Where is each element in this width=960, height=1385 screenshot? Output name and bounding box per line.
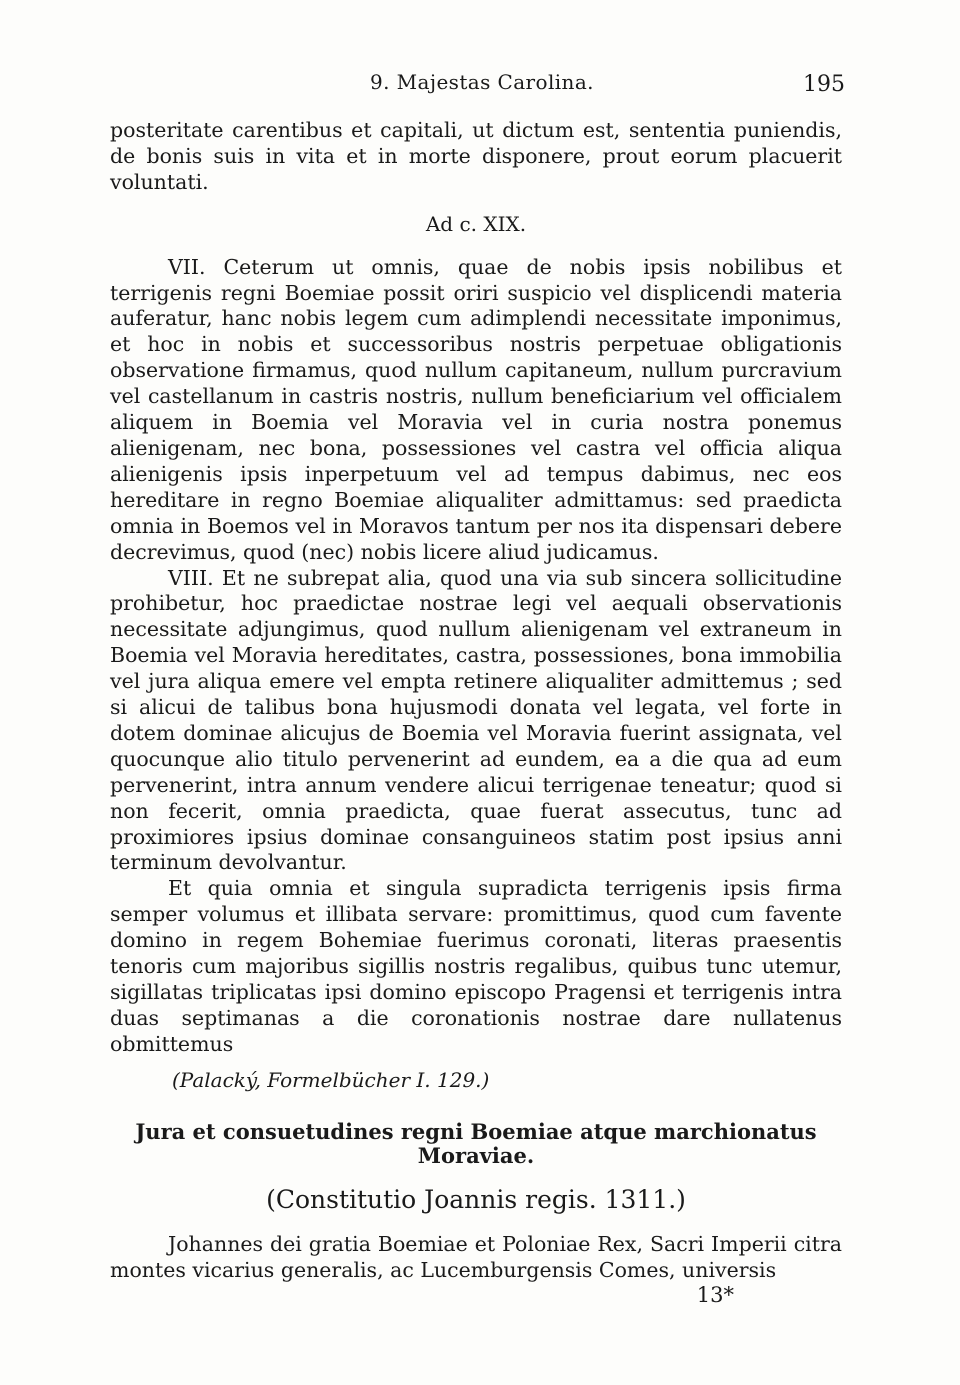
chapter-subheading: Ad c. XIX. <box>425 211 527 236</box>
paragraph-vii: VII. Ceterum ut omnis, quae de nobis ipsis nobilibus et terrigenis regni Boemiae possit oriri suspicio vel displicendi materia auferatur, hanc nobis legem cum adimplendi necessitate imponimus, et hoc in nobis et successoribus nostris perpetuae obligationis observatione firmamus, quod nullum capitaneum, nullum purcravium vel castellanum in castris nostris, nullum beneficiarium vel officialem aliquem in Boemia vel Moravia vel in curia nostra ponemus alienigenam, nec bona, possessiones vel castra vel officia aliqua alienigenis ipsis inperpetuum vel ad tempus dabimus, nec eos hereditare in regno Boemiae aliqualiter admittamus: sed praedicta omnia in Boemos vel in Moravos tantum per nos ita dispensari debere decrevimus, quod (nec) nobis licere aliud judicamus. <box>110 254 842 564</box>
intro-paragraph: posteritate carentibus et capitali, ut dictum est, sententia puniendis, de bonis suis in vita et in morte disponere, prout eorum placuerit voluntati. <box>110 118 842 194</box>
signature-mark: 13* <box>696 1283 734 1308</box>
closing-paragraph: Et quia omnia et singula supradicta terrigenis ipsis firma semper volumus et illibata servare: promittimus, quod cum favente domino in regem Bohemiae fuerimus coronati, literas praesentis tenoris cum majoribus sigillis nostris regalibus, quibus tunc utemur, sigillatas triplicatas ipsi domino episcopo Pragensi et terrigenis intra duas septimanas a die coronationis nostrae dare nullatenus obmittemus <box>110 876 842 1056</box>
body-text <box>110 118 842 1309</box>
source-citation: (Palacký, Formelbücher I. 129.) <box>172 1067 490 1092</box>
page-number: 195 <box>803 72 845 97</box>
paragraph-viii: VIII. Et ne subrepat alia, quod una via sub sincera sollicitudine prohibetur, hoc praedictae nostrae legi vel aequali observationis necessitate adjungimus, quod nullum alienigenam vel extraneum in Boemia vel Moravia hereditates, castra, possessiones, bona immobilia vel jura aliqua emere vel empta retinere aliqualiter admittemus ; sed si alicui de talibus bona hujusmodi donata vel legata, vel forte in dotem dominae alicujus de Boemia vel Moravia fuerint assignata, vel quocunque alio titulo pervenerint ad eundem, ea a die qua ad eum pervenerint, intra annum vendere alicui terrigenae teneatur; quod si non fecerit, omnia praedicta, quae fuerat assecutus, tunc ad proximiores ipsius dominae consanguineos statim post ipsius anni terminum devolvantur. <box>110 565 842 875</box>
running-head <box>110 66 845 100</box>
section-subtitle: (Constitutio Joannis regis. 1311.) <box>266 1184 686 1214</box>
running-head-title: 9. Majestas Carolina. <box>370 70 594 94</box>
section-title: Jura et consuetudines regni Boemiae atque marchionatus Moraviae. <box>135 1118 817 1168</box>
section-opening-paragraph: Johannes dei gratia Boemiae et Poloniae Rex, Sacri Imperii citra montes vicarius generalis, ac Lucemburgensis Comes, universis <box>110 1231 842 1282</box>
